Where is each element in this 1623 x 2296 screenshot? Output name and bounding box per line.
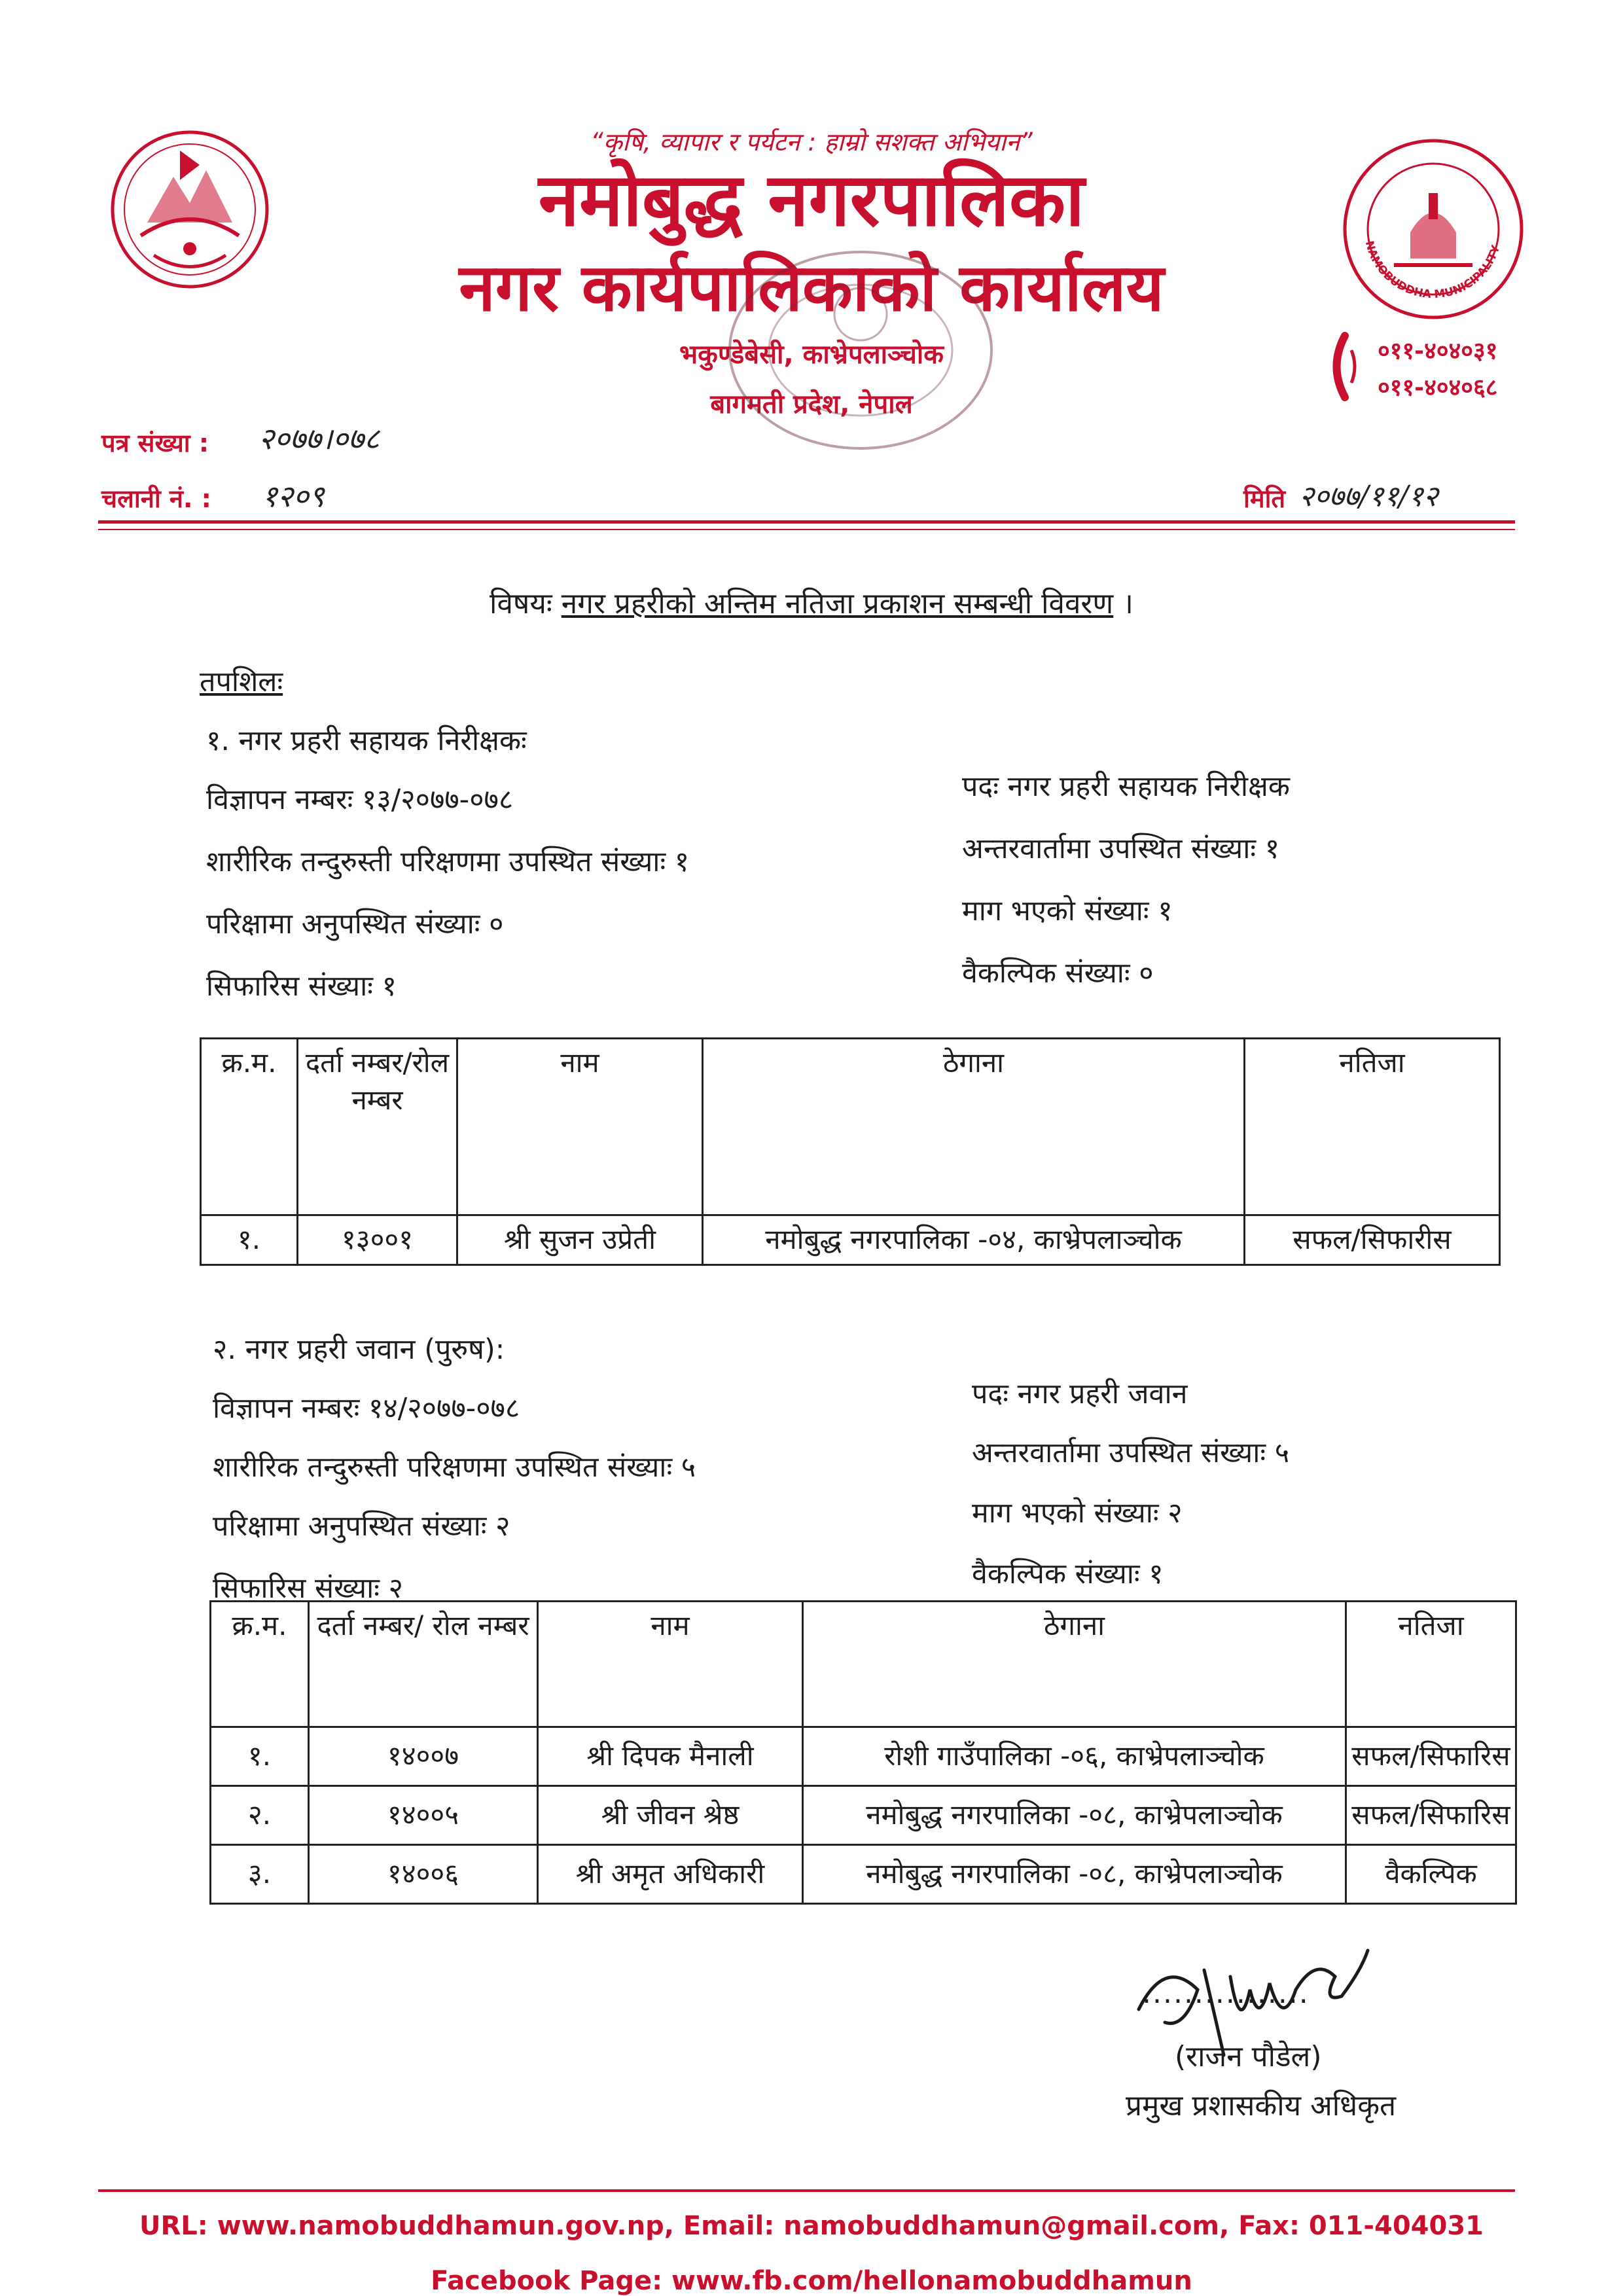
section2-left-1: विज्ञापन नम्बरः १४/२०७७-०७८ [213, 1392, 520, 1425]
section1-left-2: शारीरिक तन्दुरुस्ती परिक्षणमा उपस्थित संख्याः १ [206, 846, 690, 878]
section2-right-4: वैकल्पिक संख्याः १ [972, 1558, 1164, 1590]
section2-results-table [209, 1600, 1517, 1905]
signatory-name: (राजन पौडेल) [1175, 2040, 1322, 2073]
signature-line: ................ [1142, 1977, 1310, 2010]
section1-right-3: माग भएको संख्याः १ [962, 895, 1173, 927]
municipality-name: नमोबुद्ध नगरपालिका [538, 158, 1085, 243]
cell-serial: ३. [211, 1845, 309, 1904]
cell-address: नमोबुद्ध नगरपालिका -०८, काभ्रेपलाञ्चोक [803, 1786, 1346, 1845]
section2-right-2: अन्तरवार्तामा उपस्थित संख्याः ५ [972, 1437, 1290, 1469]
col-address: ठेगाना [803, 1602, 1346, 1727]
cell-name: श्री दिपक मैनाली [538, 1727, 803, 1786]
cell-roll-number: १४००७ [309, 1727, 538, 1786]
cell-address: नमोबुद्ध नगरपालिका -०४, काभ्रेपलाञ्चोक [703, 1215, 1245, 1265]
footer-contact: URL: www.namobuddhamun.gov.np, Email: namobuddhamun@gmail.com, Fax: 011-404031 [139, 2211, 1484, 2241]
section2-right-1: पदः नगर प्रहरी जवान [972, 1378, 1188, 1410]
subject-prefix: विषयः [490, 587, 552, 620]
footer-divider [98, 2189, 1515, 2192]
section2-left-2: शारीरिक तन्दुरुस्ती परिक्षणमा उपस्थित संख्याः ५ [213, 1451, 696, 1484]
section1-left-4: सिफारिस संख्याः १ [206, 970, 397, 1003]
subject-line [0, 583, 1623, 622]
table-header-row [201, 1039, 1500, 1215]
phone-icon [1325, 331, 1364, 403]
subject-text: नगर प्रहरीको अन्तिम नतिजा प्रकाशन सम्बन्धी विवरण [561, 587, 1114, 620]
cell-roll-number: १३००१ [298, 1215, 457, 1265]
cell-name: श्री अमृत अधिकारी [538, 1845, 803, 1904]
header-divider [98, 520, 1515, 524]
col-name: नाम [457, 1039, 703, 1215]
subject-suffix: । [1122, 587, 1133, 620]
table-row [211, 1786, 1516, 1845]
details-heading: तपशिलः [200, 666, 283, 698]
section1-heading: १. नगर प्रहरी सहायक निरीक्षकः [206, 725, 527, 757]
cell-result: सफल/सिफारिस [1346, 1786, 1516, 1845]
cell-name: श्री जीवन श्रेष्ठ [538, 1786, 803, 1845]
signatory-title: प्रमुख प्रशासकीय अधिकृत [1126, 2089, 1397, 2123]
section2-left-3: परिक्षामा अनुपस्थित संख्याः २ [213, 1510, 510, 1543]
phone-number-1: ०११-४०४०३१ [1378, 338, 1498, 365]
section1-right-2: अन्तरवार्तामा उपस्थित संख्याः १ [962, 833, 1280, 865]
dispatch-value: १२०९ [262, 478, 325, 514]
cell-serial: १. [201, 1215, 298, 1265]
cell-result: वैकल्पिक [1346, 1845, 1516, 1904]
dispatch-label: चलानी नं. : [101, 484, 211, 513]
footer-facebook: Facebook Page: www.fb.com/hellonamobuddhamun [431, 2266, 1192, 2296]
table-row [211, 1845, 1516, 1904]
section2-heading: २. नगर प्रहरी जवान (पुरुष): [213, 1333, 505, 1366]
date-label: मिति [1243, 484, 1286, 513]
col-roll-number: दर्ता नम्बर/रोल नम्बर [298, 1039, 457, 1215]
cell-serial: १. [211, 1727, 309, 1786]
table-row [201, 1215, 1500, 1265]
cell-result: सफल/सिफारीस [1245, 1215, 1500, 1265]
table-header-row [211, 1602, 1516, 1727]
cell-roll-number: १४००५ [309, 1786, 538, 1845]
section2-left-4: सिफारिस संख्याः २ [213, 1572, 403, 1605]
cell-address: नमोबुद्ध नगरपालिका -०८, काभ्रेपलाञ्चोक [803, 1845, 1346, 1904]
col-result: नतिजा [1245, 1039, 1500, 1215]
section1-right-1: पदः नगर प्रहरी सहायक निरीक्षक [962, 770, 1290, 803]
section1-right-4: वैकल्पिक संख्याः ० [962, 957, 1154, 990]
address-line-1: भकुण्डेबेसी, काभ्रेपलाञ्चोक [679, 340, 944, 370]
letter-no-value: २०७७।०७८ [259, 421, 380, 456]
col-address: ठेगाना [703, 1039, 1245, 1215]
cell-result: सफल/सिफारिस [1346, 1727, 1516, 1786]
col-name: नाम [538, 1602, 803, 1727]
section1-left-3: परिक्षामा अनुपस्थित संख्याः ० [206, 908, 504, 941]
col-result: नतिजा [1346, 1602, 1516, 1727]
date-value: २०७७/११/१२ [1299, 480, 1438, 513]
col-serial: क्र.म. [211, 1602, 309, 1727]
section1-results-table [200, 1037, 1501, 1266]
table-row [211, 1727, 1516, 1786]
col-roll-number: दर्ता नम्बर/ रोल नम्बर [309, 1602, 538, 1727]
office-stamp-icon [720, 242, 1001, 458]
section2-right-3: माग भएको संख्याः २ [972, 1497, 1183, 1530]
slogan: “कृषि, व्यापार र पर्यटन : हाम्रो सशक्त अभियान” [590, 128, 1033, 156]
header-divider-thin [98, 529, 1515, 530]
cell-roll-number: १४००६ [309, 1845, 538, 1904]
section1-left-1: विज्ञापन नम्बरः १३/२०७७-०७८ [206, 783, 514, 816]
phone-number-2: ०११-४०४०६८ [1378, 374, 1498, 401]
letter-no-label: पत्र संख्या : [101, 429, 209, 457]
cell-address: रोशी गाउँपालिका -०६, काभ्रेपलाञ्चोक [803, 1727, 1346, 1786]
col-serial: क्र.म. [201, 1039, 298, 1215]
seal-text: NAMOBUDDHA MUNICIPALITY [1362, 239, 1503, 302]
office-name: नगर कार्यपालिकाको कार्यालय [459, 249, 1164, 326]
cell-serial: २. [211, 1786, 309, 1845]
address-line-2: बागमती प्रदेश, नेपाल [710, 389, 913, 420]
cell-name: श्री सुजन उप्रेती [457, 1215, 703, 1265]
